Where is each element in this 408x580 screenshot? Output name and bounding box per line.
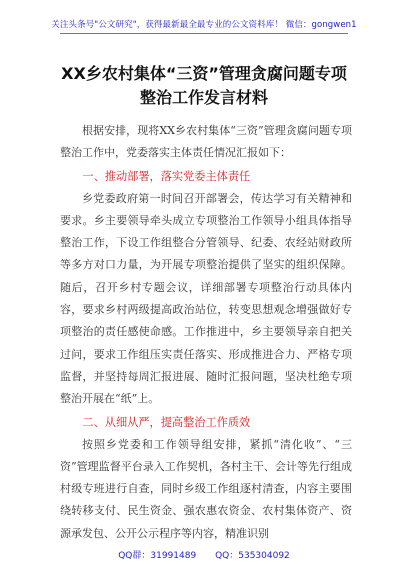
document-body [60,120,352,545]
section-heading-1: 一、推动部署，落实党委主体责任 [82,169,251,183]
footer-contact [0,548,408,561]
section-heading-2: 二、从细从严，提高整治工作质效 [82,415,251,429]
title-line-1: XX乡农村集体“三资”管理贪腐问题专项 [61,64,347,83]
title-line-2: 整治工作发言材料 [139,88,268,107]
intro-paragraph: 根据安排，现将XX乡农村集体“三资”管理贪腐问题专项整治工作中，党委落实主体责任情况汇报如下： [60,124,352,160]
document-title [40,62,368,110]
section-body-2: 按照乡党委和工作领导组安排，紧抓“清化收”、“三资”管理监督平台录入工作契机，各村主干、会计等先行组成村级专班进行自查，同时乡级工作组逐村清查，内容主要围绕转移支付、民生资金、强农惠农资金、农村集体资产、资源承发包、公开公示程序等内容，精准识别 [60,437,352,540]
header-notice: 关注头条号"公文研究"，获得最新最全最专业的公文资料库！ 微信：gongwen1 [51,20,357,30]
header-divider [60,33,348,34]
footer-qq: QQ：535304092 [215,551,290,561]
section-body-1: 乡党委政府第一时间召开部署会，传达学习有关精神和要求。乡主要领导牵头成立专项整治工作领导小组具体指导整治工作，下设工作组整合分管领导、纪委、农经站财政所等多方对口力量，为开展专项整治提供了坚实的组织保障。随后，召开乡村专题会议，详细部署专项整治行动具体内容，要求乡村两级提高政治站位，转变思想观念增强做好专项整治的责任感使命感。工作推进中，乡主要领导亲自把关过问，要求工作组压实责任落实、形成推进合力、严格专项监督，并坚持每周汇报进展、随时汇报问题，坚决杜绝专项整治开展在“纸”上。 [60,191,352,406]
footer-qq-group: QQ群：31991489 [118,551,197,561]
